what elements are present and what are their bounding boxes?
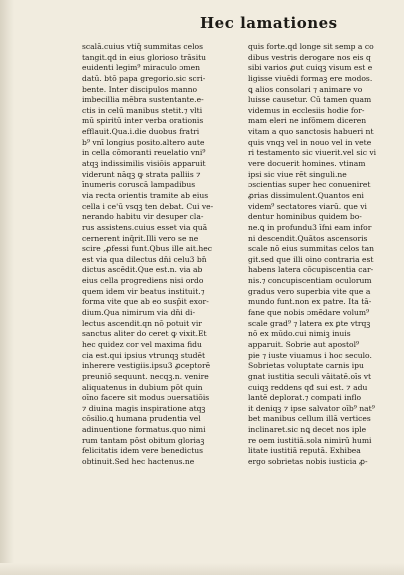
right-column-line: sibi varios ꝓut cuiqꝫ visum est e: [248, 63, 373, 73]
right-column-line: nō ex mūdo.cui nimiꝫ inuis: [248, 329, 351, 339]
left-column-line: felicitatis idem vere benedictus: [82, 446, 204, 456]
right-column-line: Sobrietas voluptate carnis ipu: [248, 361, 364, 371]
left-column-line: cella i ce'ū vsqꝫ ten debat. Cui ve-: [82, 201, 214, 211]
left-column-line: forma vite que ab eo susp̄it exor-: [82, 297, 209, 307]
right-column-line: mam eleri ne infōmem diceren: [248, 116, 367, 126]
right-column-line: quis vnqꝫ vel in nouo vel in vete: [248, 137, 372, 147]
right-text-column: [248, 42, 404, 562]
left-column-line: obtinuit.Sed hec hactenus.ne: [82, 456, 195, 466]
right-column-line: gradus vero superbia vite que a: [248, 286, 371, 296]
running-head: Hec lamationes: [200, 14, 338, 32]
left-column-line: inherere vestigiis.ipsu3 ꝓceptorē: [82, 361, 211, 371]
left-column-line: via recta orientis tramite ab eius: [82, 190, 209, 200]
left-column-line: imbecillia mēbra sustentante.e-: [82, 95, 204, 105]
left-column-line: cia est.qui ipsius vtrunqꝫ studēt: [82, 350, 206, 360]
right-column-line: videmus in ecclesiis hodie for-: [248, 105, 365, 115]
right-column-line: ɔscientias super hec conueniret: [248, 180, 371, 190]
right-column-line: re oem iustitiā.sola nimirū humi: [248, 435, 372, 445]
left-column-line: datū. btō papa gregorio.sic scri-: [82, 73, 206, 83]
left-column-line: adinuentione formatus.quo nimi: [82, 425, 206, 435]
right-column-line: quis forte.qd longe sit semp a co: [248, 42, 374, 51]
left-column-line: b⁹ vnī longius posito.altero aute: [82, 137, 205, 147]
right-column-line: litate iustitiā reputā. Exhibea: [248, 446, 361, 456]
right-column-line: vere docuerit homines. vtinam: [248, 159, 366, 169]
right-column-line: lantē deplorat.⁊ compati inflo: [248, 393, 362, 403]
right-column-line: ꝓrias dissimulent.Quantos eni: [248, 190, 364, 200]
right-column-line: apparuit. Sobrie aut apostol⁹: [248, 339, 360, 349]
right-column-line: scale nō eius summitas celos tan: [248, 244, 375, 254]
right-column-line: fane que nobis ɔmēdare volum⁹: [248, 308, 370, 318]
left-column-line: cernerent inq̄rit.Illi vero se ne: [82, 233, 199, 243]
left-column-line: īnumeris coruscā lampadibus: [82, 180, 196, 190]
right-column-line: gnat iustitia seculi vāitatē.oīs vt: [248, 371, 372, 381]
right-column-line: ipsi sic viue rēt singuli.ne: [248, 169, 347, 179]
right-column-line: pie ⁊ iuste viuamus i hoc seculo.: [248, 350, 372, 360]
left-column-line: scire ,ꝓfessi funt.Qbus ille ait.hec: [82, 244, 212, 254]
left-column-line: nerando habitu vir desuper cla-: [82, 212, 204, 222]
left-column-line: quem idem vir beatus instituit.⁊: [82, 286, 205, 296]
left-column-line: aliquatenus in dubium pōt quin: [82, 382, 203, 392]
scan-shadow-bottom: [0, 563, 404, 575]
left-column-line: est via qua dilectus dn̄i celu3 bn̄: [82, 254, 207, 264]
right-column-line: scale grad⁹ ⁊ latera ex ꝑte vtrqꝫ: [248, 318, 371, 328]
left-text-column: [82, 42, 244, 562]
right-column-line: ri testamento sic viuerit.vel sic vi: [248, 148, 377, 158]
left-column-line: in cella cōmoranti reuelatio vni⁹: [82, 148, 206, 158]
right-column-line: habens latera cōcupiscentia car-: [248, 265, 374, 275]
right-column-line: videm⁹ sectatores viarū. que vi: [248, 201, 367, 211]
right-column-line: nis.⁊ concupiscentiam oculorum: [248, 276, 372, 286]
right-column-line: dibus vestris derogare nos eis q: [248, 52, 371, 62]
left-column-line: ⁊ diuina magis inspiratione atqꝫ: [82, 403, 206, 413]
left-column-line: hec quidez cor vel maxima fidu: [82, 339, 202, 349]
right-column-line: ergo sobrietas nobis iusticia ꝓ-: [248, 456, 368, 466]
right-column-line: luisse causetur. Cū tamen quam: [248, 95, 372, 105]
right-column-line: git.sed que illi oino contraria est: [248, 254, 374, 264]
right-column-line: ligisse viuēdi formaꝫ ere modos.: [248, 73, 373, 83]
left-column-line: rus assistens.cuius esset via quā: [82, 222, 208, 232]
left-column-line: dium.Qua nimirum via dn̄i di-: [82, 308, 196, 318]
right-column-line: inclinaret.sic nꝗ decet nos iple: [248, 425, 367, 435]
left-column-line: eius cella progrediens nisi ordo: [82, 276, 204, 286]
left-column-line: viderunt nāqꝫ ꝙ strata palliis ⁊: [82, 169, 201, 179]
left-column-line: oīno facere sit modus ɔuersatiōis: [82, 393, 210, 403]
left-column-line: euidenti legim⁹ miraculo ɔmen: [82, 63, 201, 73]
right-column-line: ne.ꝗ in profundu3 īfni eam infor: [248, 222, 372, 232]
left-column-line: mū spiritū inter verba orationis: [82, 116, 204, 126]
left-column-line: scalā.cuius vtiq̄ summitas celos: [82, 42, 204, 51]
left-column-line: dictus ascēdit.Que est.n. via ab: [82, 265, 203, 275]
right-column-line: dentur hominibus quidem bo-: [248, 212, 362, 222]
left-column-line: atqꝫ indissimilis visiōis apparuit: [82, 159, 206, 169]
right-column-line: it deniqꝫ ⁊ ipse salvator oīb⁹ nat⁹: [248, 403, 375, 413]
left-column-line: lectus ascendit.qn nō potuit vir: [82, 318, 202, 328]
right-column-line: bet manibus cellum illā vertices: [248, 414, 371, 424]
left-column-line: rum tantam pōst obitum gloriaꝫ: [82, 435, 205, 445]
left-column-line: efflauit.Qua.i.die duobus fratri: [82, 127, 200, 137]
left-column-line: tangit.qd in eius glorioso trāsitu: [82, 52, 207, 62]
left-column-line: bente. Inter discipulos manno: [82, 84, 198, 94]
right-column-line: vitam a quo sanctosis habueri nt: [248, 127, 374, 137]
right-column-line: ꝗ alios consolari ⁊ animare vo: [248, 84, 363, 94]
left-column-line: preuniō sequunt. necqꝫ.n. venire: [82, 371, 209, 381]
right-column-line: ni descendit.Quātos ascensoris: [248, 233, 368, 243]
scan-shadow-left: [0, 0, 14, 575]
left-column-line: sanctus aliter do ceret ꝙ vixit.Et: [82, 329, 207, 339]
left-column-line: cōsilio.ꝗ humana prudentia vel: [82, 414, 201, 424]
right-column-line: mundo funt.non ex patre. Ita tā-: [248, 297, 372, 307]
right-column-line: cuiqꝫ reddens qđ sui est. ⁊ adu: [248, 382, 368, 392]
left-column-line: ctis in celū manibus stetit.⁊ vlti: [82, 105, 203, 115]
